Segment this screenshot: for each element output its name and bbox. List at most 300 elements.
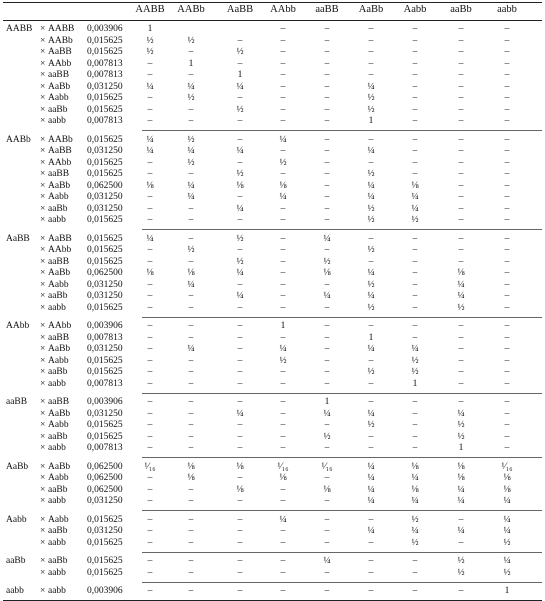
table-row <box>0 181 545 193</box>
offspring-proportion: ¹⁄₁₆ <box>321 461 333 472</box>
offspring-proportion: ½ <box>367 420 375 430</box>
table-row <box>0 515 545 527</box>
parent2-genotype: AaBb <box>48 81 71 92</box>
offspring-proportion: – <box>412 24 418 34</box>
offspring-proportion: ⅛ <box>279 473 287 483</box>
offspring-proportion: – <box>324 70 330 80</box>
offspring-proportion: 1 <box>458 443 464 453</box>
offspring-proportion: ¼ <box>411 203 419 214</box>
offspring-proportion: – <box>458 586 464 596</box>
parent2-genotype: Aabb <box>48 279 69 290</box>
cross-frequency: 0,015625 <box>87 431 123 442</box>
parent2-genotype: aaBb <box>48 431 68 442</box>
offspring-proportion: – <box>412 81 418 92</box>
offspring-proportion: ¼ <box>411 344 419 354</box>
table-row <box>0 420 545 432</box>
offspring-proportion: ¼ <box>323 291 331 301</box>
offspring-proportion: – <box>280 104 286 115</box>
offspring-proportion: – <box>324 496 330 506</box>
parent2-genotype: aaBb <box>48 203 68 214</box>
offspring-proportion: – <box>504 203 510 214</box>
offspring-proportion: – <box>458 378 464 389</box>
offspring-proportion: ½ <box>187 157 195 168</box>
table-row <box>0 568 545 580</box>
cross-symbol: × <box>40 70 46 80</box>
offspring-proportion: ¼ <box>367 344 375 354</box>
offspring-proportion: – <box>458 367 464 377</box>
offspring-proportion: ½ <box>187 35 195 46</box>
offspring-proportion: ½ <box>411 355 419 366</box>
group-separator <box>142 582 542 583</box>
table-row <box>0 93 545 105</box>
cross-frequency: 0,007813 <box>87 332 123 343</box>
offspring-proportion: – <box>504 169 510 179</box>
offspring-proportion: ½ <box>146 35 154 46</box>
cross-symbol: × <box>40 180 46 191</box>
offspring-proportion: – <box>504 180 510 191</box>
offspring-proportion: – <box>368 397 374 407</box>
offspring-proportion: – <box>188 443 194 453</box>
table-row <box>0 105 545 117</box>
offspring-proportion: – <box>324 203 330 214</box>
cross-symbol: × <box>40 321 46 331</box>
offspring-proportion: – <box>188 526 194 536</box>
offspring-proportion: ¼ <box>457 408 465 419</box>
cross-symbol: × <box>40 256 46 267</box>
offspring-proportion: ¼ <box>367 473 375 483</box>
offspring-proportion: – <box>458 180 464 191</box>
offspring-proportion: – <box>188 302 194 313</box>
cross-symbol: × <box>40 192 46 202</box>
table-row <box>0 70 545 82</box>
offspring-proportion: – <box>324 420 330 430</box>
offspring-proportion: ½ <box>411 367 419 377</box>
parent2-genotype: aabb <box>48 215 66 225</box>
column-header: AaBB <box>226 4 254 15</box>
cross-frequency: 0,015625 <box>87 420 123 430</box>
column-header: aaBb <box>450 4 472 15</box>
offspring-proportion: – <box>188 256 194 267</box>
offspring-proportion: 1 <box>368 332 374 343</box>
offspring-proportion: 1 <box>280 321 286 331</box>
offspring-proportion: ⅛ <box>236 461 244 472</box>
offspring-proportion: – <box>324 279 330 290</box>
table-row <box>0 397 545 409</box>
offspring-proportion: – <box>412 256 418 267</box>
table-row <box>0 158 545 170</box>
offspring-proportion: – <box>412 408 418 419</box>
offspring-proportion: – <box>324 245 330 255</box>
cross-symbol: × <box>40 567 46 578</box>
offspring-proportion: – <box>458 203 464 214</box>
cross-frequency: 0,031250 <box>87 344 123 354</box>
offspring-proportion: ½ <box>367 169 375 179</box>
offspring-proportion: – <box>147 378 153 389</box>
offspring-proportion: ½ <box>457 567 465 578</box>
offspring-proportion: – <box>504 420 510 430</box>
offspring-proportion: – <box>324 157 330 168</box>
cross-symbol: × <box>40 169 46 179</box>
offspring-proportion: – <box>504 268 510 278</box>
column-header: aabb <box>497 4 517 15</box>
cross-symbol: × <box>40 81 46 92</box>
offspring-proportion: – <box>280 556 286 566</box>
offspring-proportion: ½ <box>367 367 375 377</box>
table-row <box>0 586 545 598</box>
parent2-genotype: aaBb <box>48 484 68 495</box>
offspring-proportion: ¼ <box>457 484 465 495</box>
offspring-proportion: – <box>188 378 194 389</box>
offspring-proportion: ½ <box>367 93 375 103</box>
cross-symbol: × <box>40 556 46 566</box>
offspring-proportion: – <box>237 157 243 168</box>
cross-frequency: 0,031250 <box>87 408 123 419</box>
offspring-proportion: – <box>368 537 374 548</box>
offspring-proportion: ½ <box>503 567 511 578</box>
offspring-proportion: – <box>147 537 153 548</box>
table-row <box>0 303 545 315</box>
parent2-genotype: aabb <box>48 378 66 389</box>
offspring-proportion: – <box>412 268 418 278</box>
offspring-proportion: – <box>504 355 510 366</box>
parent2-genotype: Aabb <box>48 514 69 525</box>
offspring-proportion: ¼ <box>236 291 244 301</box>
offspring-proportion: ⅛ <box>503 473 511 483</box>
offspring-proportion: – <box>147 321 153 331</box>
cross-frequency: 0,015625 <box>87 104 123 115</box>
cross-frequency: 0,007813 <box>87 58 123 69</box>
cross-symbol: × <box>40 408 46 419</box>
offspring-proportion: – <box>368 378 374 389</box>
offspring-proportion: ⅛ <box>146 180 154 191</box>
offspring-proportion: – <box>504 47 510 57</box>
offspring-proportion: – <box>188 321 194 331</box>
offspring-proportion: – <box>458 93 464 103</box>
table-row <box>0 169 545 181</box>
cross-symbol: × <box>40 268 46 278</box>
offspring-proportion: – <box>188 496 194 506</box>
offspring-proportion: – <box>504 35 510 46</box>
offspring-proportion: – <box>147 431 153 442</box>
offspring-proportion: – <box>504 302 510 313</box>
offspring-proportion: – <box>188 233 194 244</box>
offspring-proportion: – <box>280 291 286 301</box>
offspring-proportion: ⅛ <box>236 484 244 495</box>
parent2-genotype: aabb <box>48 496 66 506</box>
cross-symbol: × <box>40 93 46 103</box>
offspring-proportion: – <box>504 367 510 377</box>
parent2-genotype: AAbb <box>48 321 72 331</box>
offspring-proportion: – <box>458 169 464 179</box>
offspring-proportion: – <box>237 367 243 377</box>
offspring-proportion: – <box>147 70 153 80</box>
offspring-proportion: 1 <box>368 116 374 126</box>
offspring-proportion: ½ <box>187 245 195 255</box>
group-separator <box>142 393 542 394</box>
cross-frequency: 0,031250 <box>87 526 123 536</box>
offspring-proportion: – <box>237 420 243 430</box>
offspring-proportion: – <box>504 321 510 331</box>
offspring-proportion: – <box>147 556 153 566</box>
offspring-proportion: – <box>147 408 153 419</box>
parent2-genotype: AaBb <box>48 408 71 419</box>
table-row <box>0 204 545 216</box>
offspring-proportion: ½ <box>367 203 375 214</box>
offspring-proportion: – <box>147 526 153 536</box>
parent2-genotype: aaBB <box>48 169 70 179</box>
offspring-proportion: – <box>412 104 418 115</box>
offspring-proportion: – <box>458 397 464 407</box>
offspring-proportion: – <box>188 586 194 596</box>
offspring-proportion: – <box>147 484 153 495</box>
offspring-proportion: – <box>324 321 330 331</box>
offspring-proportion: – <box>188 291 194 301</box>
offspring-proportion: – <box>458 134 464 145</box>
offspring-proportion: ¼ <box>367 526 375 536</box>
offspring-proportion: – <box>412 58 418 69</box>
offspring-proportion: – <box>458 537 464 548</box>
column-header: Aabb <box>403 4 427 15</box>
offspring-proportion: ½ <box>411 215 419 225</box>
offspring-proportion: – <box>412 279 418 290</box>
offspring-proportion: – <box>147 355 153 366</box>
parent2-genotype: AAbb <box>48 157 72 168</box>
cross-frequency: 0,015625 <box>87 367 123 377</box>
parent1-genotype: AAbb <box>6 321 30 331</box>
cross-frequency: 0,062500 <box>87 461 123 472</box>
offspring-proportion: ½ <box>367 279 375 290</box>
parent2-genotype: Aabb <box>48 93 69 103</box>
offspring-proportion: – <box>147 586 153 596</box>
parent2-genotype: Aabb <box>48 355 69 366</box>
column-header: AABB <box>135 4 165 15</box>
offspring-proportion: – <box>237 116 243 126</box>
offspring-proportion: ¼ <box>323 233 331 244</box>
cross-frequency: 0,015625 <box>87 215 123 225</box>
offspring-proportion: – <box>368 157 374 168</box>
offspring-proportion: – <box>280 93 286 103</box>
cross-frequency: 0,031250 <box>87 81 123 92</box>
cross-frequency: 0,015625 <box>87 134 123 145</box>
offspring-proportion: ¼ <box>367 81 375 92</box>
group-separator <box>142 552 542 553</box>
offspring-proportion: – <box>324 344 330 354</box>
cross-symbol: × <box>40 443 46 453</box>
offspring-proportion: ¼ <box>236 408 244 419</box>
offspring-proportion: – <box>280 58 286 69</box>
offspring-proportion: – <box>504 157 510 168</box>
offspring-proportion: ⅛ <box>323 484 331 495</box>
offspring-proportion: – <box>412 443 418 453</box>
offspring-proportion: 1 <box>412 378 418 389</box>
offspring-proportion: – <box>324 81 330 92</box>
offspring-proportion: – <box>324 514 330 525</box>
offspring-proportion: – <box>504 256 510 267</box>
offspring-proportion: – <box>237 93 243 103</box>
table-row <box>0 215 545 227</box>
table-row <box>0 82 545 94</box>
cross-frequency: 0,015625 <box>87 556 123 566</box>
cross-frequency: 0,007813 <box>87 116 123 126</box>
offspring-proportion: – <box>324 378 330 389</box>
table-row <box>0 485 545 497</box>
parent1-genotype: AaBB <box>6 233 30 244</box>
parent2-genotype: aaBB <box>48 397 70 407</box>
offspring-proportion: – <box>324 116 330 126</box>
offspring-proportion: – <box>504 443 510 453</box>
offspring-proportion: ¼ <box>146 134 154 145</box>
cross-symbol: × <box>40 104 46 115</box>
offspring-proportion: – <box>324 180 330 191</box>
offspring-proportion: – <box>458 146 464 156</box>
table-row <box>0 367 545 379</box>
offspring-proportion: ¼ <box>323 408 331 419</box>
cross-frequency: 0,031250 <box>87 291 123 301</box>
offspring-proportion: ½ <box>236 169 244 179</box>
offspring-proportion: – <box>412 169 418 179</box>
offspring-proportion: – <box>280 378 286 389</box>
offspring-proportion: – <box>412 302 418 313</box>
offspring-proportion: – <box>237 215 243 225</box>
offspring-proportion: ¼ <box>367 461 375 472</box>
offspring-proportion: – <box>368 24 374 34</box>
offspring-proportion: – <box>412 332 418 343</box>
offspring-proportion: – <box>368 514 374 525</box>
offspring-proportion: – <box>412 431 418 442</box>
offspring-proportion: – <box>280 526 286 536</box>
offspring-proportion: ¼ <box>236 203 244 214</box>
offspring-proportion: ⅛ <box>187 461 195 472</box>
offspring-proportion: ¼ <box>323 556 331 566</box>
offspring-proportion: – <box>237 378 243 389</box>
table-row <box>0 47 545 59</box>
cross-frequency: 0,062500 <box>87 180 123 191</box>
offspring-proportion: – <box>188 408 194 419</box>
offspring-proportion: – <box>237 567 243 578</box>
table-row <box>0 24 545 36</box>
cross-frequency: 0,015625 <box>87 47 123 57</box>
offspring-proportion: ¼ <box>457 279 465 290</box>
offspring-proportion: – <box>280 537 286 548</box>
table-row <box>0 473 545 485</box>
offspring-proportion: ¼ <box>367 268 375 278</box>
cross-symbol: × <box>40 461 46 472</box>
offspring-proportion: – <box>504 192 510 202</box>
table-row <box>0 462 545 474</box>
offspring-proportion: – <box>412 47 418 57</box>
offspring-proportion: – <box>280 24 286 34</box>
offspring-proportion: – <box>188 169 194 179</box>
offspring-proportion: 1 <box>147 24 153 34</box>
cross-frequency: 0,003906 <box>87 321 123 331</box>
offspring-proportion: – <box>324 35 330 46</box>
offspring-proportion: – <box>280 116 286 126</box>
cross-symbol: × <box>40 24 46 34</box>
cross-frequency: 0,031250 <box>87 279 123 290</box>
offspring-proportion: ⅛ <box>236 180 244 191</box>
offspring-proportion: – <box>412 556 418 566</box>
offspring-proportion: 1 <box>504 586 510 596</box>
offspring-proportion: – <box>237 473 243 483</box>
offspring-proportion: – <box>458 256 464 267</box>
parent2-genotype: AaBb <box>48 461 71 472</box>
column-header: aaBB <box>315 4 339 15</box>
parent2-genotype: AAbb <box>48 58 72 69</box>
offspring-proportion: – <box>188 203 194 214</box>
offspring-proportion: ¼ <box>457 496 465 506</box>
offspring-proportion: – <box>458 321 464 331</box>
offspring-proportion: ¼ <box>236 268 244 278</box>
parent2-genotype: aabb <box>48 537 66 548</box>
cross-frequency: 0,003906 <box>87 24 123 34</box>
offspring-proportion: – <box>412 245 418 255</box>
parent2-genotype: aabb <box>48 302 66 313</box>
table-row <box>0 321 545 333</box>
table-row <box>0 344 545 356</box>
offspring-proportion: – <box>237 514 243 525</box>
offspring-proportion: – <box>237 279 243 290</box>
offspring-proportion: – <box>147 332 153 343</box>
offspring-proportion: – <box>368 556 374 566</box>
parent1-genotype: AaBb <box>6 461 29 472</box>
offspring-proportion: – <box>237 431 243 442</box>
offspring-proportion: – <box>280 81 286 92</box>
offspring-proportion: – <box>324 302 330 313</box>
offspring-proportion: – <box>280 484 286 495</box>
cross-symbol: × <box>40 586 46 596</box>
offspring-proportion: ½ <box>146 47 154 57</box>
offspring-proportion: – <box>188 367 194 377</box>
offspring-proportion: – <box>324 355 330 366</box>
offspring-proportion: – <box>324 367 330 377</box>
table-row <box>0 443 545 455</box>
offspring-proportion: ⅛ <box>457 268 465 278</box>
offspring-proportion: – <box>188 420 194 430</box>
offspring-proportion: ¼ <box>411 473 419 483</box>
parent2-genotype: AaBB <box>48 146 72 156</box>
offspring-proportion: ½ <box>236 233 244 244</box>
offspring-proportion: – <box>188 556 194 566</box>
cross-frequency: 0,062500 <box>87 268 123 278</box>
cross-frequency: 0,003906 <box>87 397 123 407</box>
offspring-proportion: – <box>147 514 153 525</box>
parent2-genotype: aaBb <box>48 556 68 566</box>
offspring-proportion: – <box>147 116 153 126</box>
offspring-proportion: – <box>237 58 243 69</box>
offspring-proportion: – <box>504 378 510 389</box>
cross-symbol: × <box>40 233 46 244</box>
offspring-proportion: ⅛ <box>323 268 331 278</box>
column-header: AABb <box>177 4 205 15</box>
parent2-genotype: aabb <box>48 116 66 126</box>
table-row <box>0 333 545 345</box>
parent2-genotype: Aabb <box>48 192 69 202</box>
group-separator <box>142 510 542 511</box>
cross-symbol: × <box>40 47 46 57</box>
offspring-proportion: – <box>280 567 286 578</box>
group-separator <box>142 457 542 458</box>
offspring-proportion: – <box>412 134 418 145</box>
offspring-proportion: – <box>147 567 153 578</box>
cross-symbol: × <box>40 537 46 548</box>
offspring-proportion: – <box>324 537 330 548</box>
parent2-genotype: aaBB <box>48 70 70 80</box>
offspring-proportion: – <box>188 332 194 343</box>
offspring-proportion: ½ <box>323 256 331 267</box>
offspring-proportion: – <box>280 47 286 57</box>
parent2-genotype: aaBB <box>48 332 70 343</box>
offspring-proportion: – <box>458 192 464 202</box>
